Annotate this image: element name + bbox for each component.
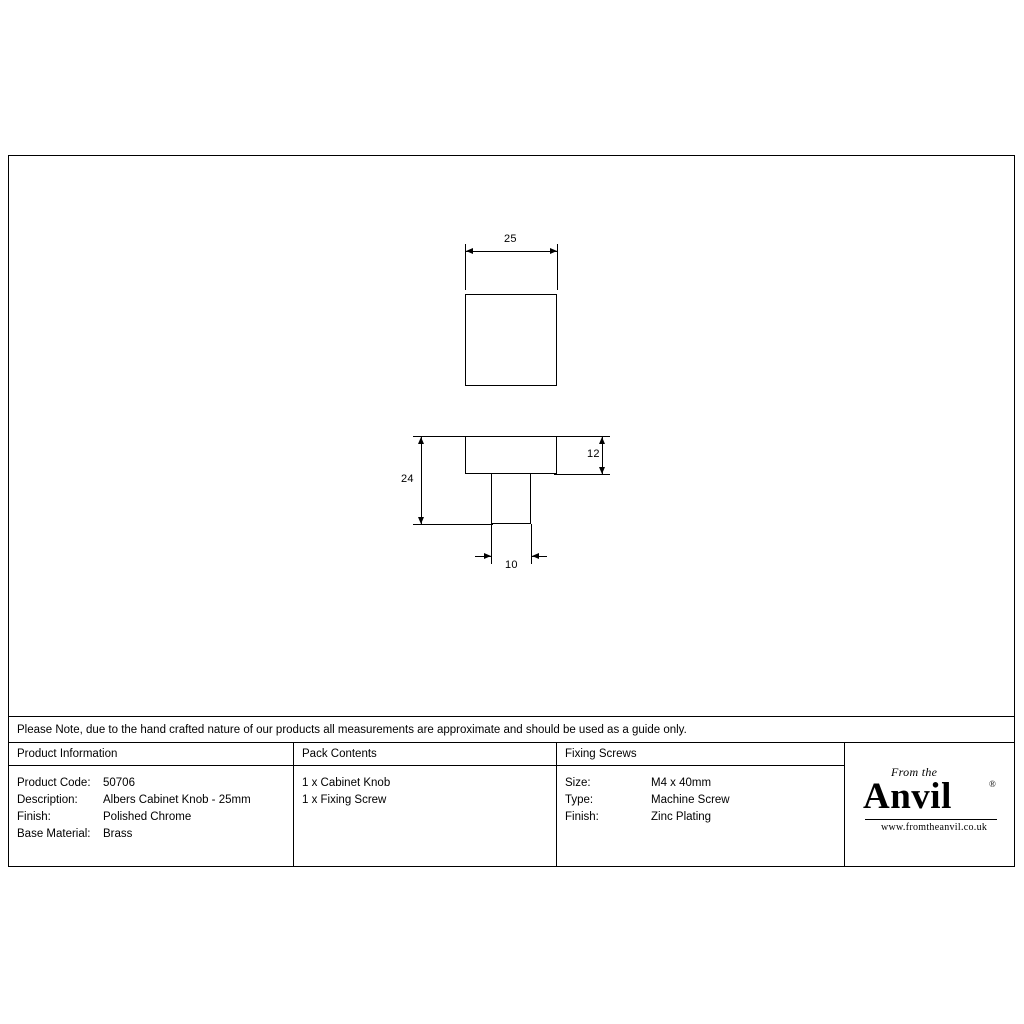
front-view-outline [465,294,557,386]
screw-size-value: M4 x 40mm [651,777,712,789]
ext-line-right-bottom [554,474,610,475]
dim-head-thickness-label: 12 [587,448,600,460]
base-material-value: Brass [103,828,133,840]
arrow-right-icon-2 [484,553,491,559]
arrow-down-icon-2 [599,467,605,474]
screw-finish-value: Zinc Plating [651,811,712,823]
table-row [565,792,844,809]
table-row [17,775,293,792]
logo-wrap [863,765,999,839]
ext-line-left-bottom [413,524,493,525]
screw-size-label: Size: [565,777,591,789]
list-item: 1 x Fixing Screw [302,794,387,806]
table-row [17,792,293,809]
product-information-column [9,743,294,866]
logo-column [845,743,1014,866]
pack-contents-body [294,766,556,809]
dim-line-width-top [465,251,557,252]
technical-drawing [9,156,1014,716]
dim-width-top-label: 25 [504,233,517,245]
logo-url-text: www.fromtheanvil.co.uk [881,822,988,833]
finish-label: Finish: [17,811,51,823]
note-text: Please Note, due to the hand crafted nature of our products all measurements are approximate and should be used as a guide only. [17,724,687,736]
registered-trademark-icon: ® [989,779,996,789]
logo-divider [865,819,997,820]
screw-type-label: Type: [565,794,594,806]
logo-anvil-text: Anvil [863,776,952,817]
finish-value: Polished Chrome [103,811,192,823]
description-value: Albers Cabinet Knob - 25mm [103,794,251,806]
arrow-left-icon [466,248,473,254]
screw-finish-label: Finish: [565,811,599,823]
dim-line-height-side [421,436,422,524]
pack-contents-column [294,743,557,866]
fixing-screws-heading: Fixing Screws [557,743,844,766]
product-information-heading: Product Information [9,743,293,766]
logo-from-the-text: From the [891,765,938,779]
table-row [565,775,844,792]
table-row [17,809,293,826]
dim-shank-width-label: 10 [505,559,518,571]
product-information-body [9,766,293,843]
side-view-head [465,436,557,474]
screw-type-value: Machine Screw [651,794,730,806]
base-material-label: Base Material: [17,828,91,840]
brand-logo [845,743,1014,866]
arrow-right-icon [550,248,557,254]
dim-height-side-label: 24 [401,473,414,485]
table-row [565,809,844,826]
pack-contents-heading: Pack Contents [294,743,556,766]
list-item: 1 x Cabinet Knob [302,777,391,789]
note-bar [9,716,1014,743]
arrow-up-icon [418,437,424,444]
drawing-sheet [8,155,1015,867]
arrow-up-icon-2 [599,437,605,444]
side-view-shank [491,474,531,524]
ext-line-bottom-left [491,524,492,564]
arrow-down-icon [418,517,424,524]
description-label: Description: [17,794,78,806]
info-table [9,743,1014,866]
arrow-left-icon-2 [532,553,539,559]
table-row [17,826,293,843]
fixing-screws-body [557,766,844,826]
ext-line-top-right [557,244,558,290]
product-code-value: 50706 [103,777,135,789]
fixing-screws-column [557,743,845,866]
product-code-label: Product Code: [17,777,91,789]
